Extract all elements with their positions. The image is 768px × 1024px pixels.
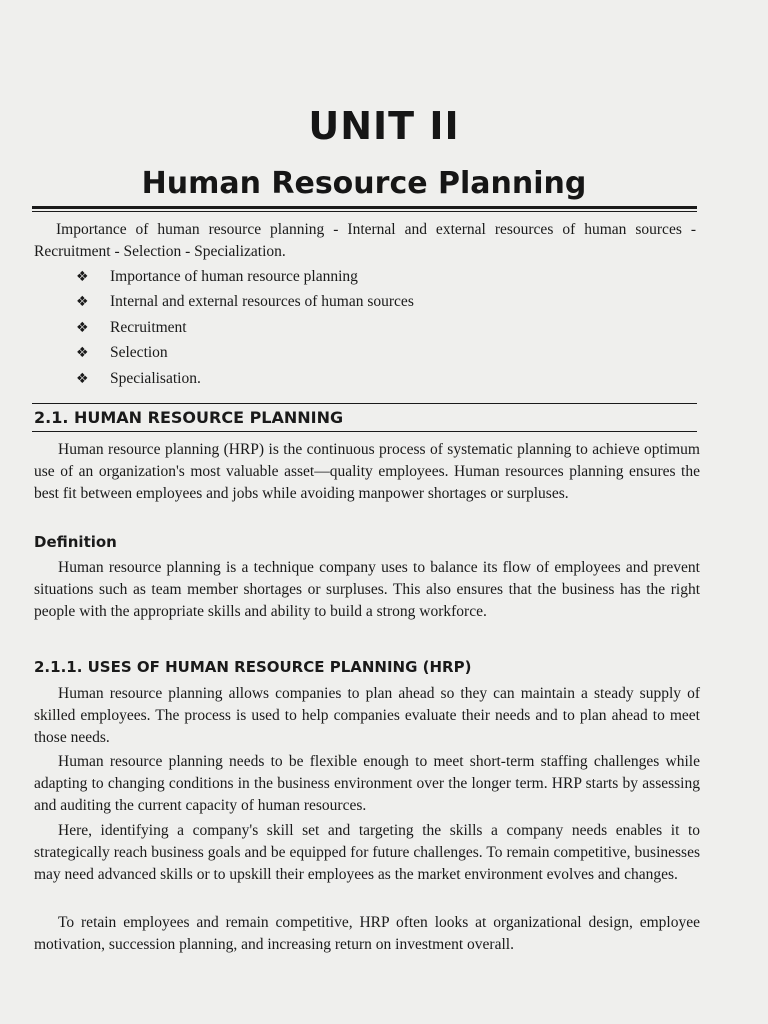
uses-paragraph: Here, identifying a company's skill set and targeting the skills a company needs enables it to strategically reach business goals and be equipped for future challenges. To remain competitive, businesses may need advanced skills or to upskill their employees as the market environment evolves and changes. [34, 822, 700, 883]
section-paragraph: Human resource planning (HRP) is the continuous process of systematic planning to achieve optimum use of an organization's most valuable asset—quality employees. Human resources planning ensures the best fit between employees and jobs while avoiding manpower shortages or surpluses. [34, 441, 700, 502]
topic-label: Recruitment [110, 318, 187, 336]
title-divider-thick [32, 206, 697, 209]
diamond-bullet-icon: ❖ [76, 319, 89, 336]
unit-title: UNIT II [308, 104, 460, 148]
list-item [76, 341, 414, 367]
subsection-heading: 2.1.1. USES OF HUMAN RESOURCE PLANNING (HRP) [34, 658, 472, 676]
diamond-bullet-icon: ❖ [76, 345, 89, 362]
section-divider-top [32, 403, 697, 404]
section-divider-bottom [32, 431, 697, 432]
topic-label: Internal and external resources of human sources [110, 293, 414, 311]
section-heading: 2.1. HUMAN RESOURCE PLANNING [34, 408, 344, 427]
uses-paragraph: Human resource planning allows companies to plan ahead so they can maintain a steady supply of skilled employees. The process is used to help companies evaluate their needs and to plan ahead to meet those needs. [34, 685, 700, 746]
diamond-bullet-icon: ❖ [76, 294, 89, 311]
unit-intro: Importance of human resource planning - Internal and external resources of human sources - Recruitment - Selection - Specialization. [34, 221, 696, 260]
diamond-bullet-icon: ❖ [76, 370, 89, 387]
list-item [76, 264, 414, 290]
chapter-title: Human Resource Planning [141, 166, 587, 201]
uses-paragraph: To retain employees and remain competitive, HRP often looks at organizational design, employee motivation, succession planning, and increasing return on investment overall. [34, 914, 700, 953]
list-item [76, 315, 414, 341]
definition-paragraph: Human resource planning is a technique company uses to balance its flow of employees and prevent situations such as team member shortages or surpluses. This also ensures that the business has the right people with the appropriate skills and ability to build a strong workforce. [34, 559, 700, 620]
uses-paragraph: Human resource planning needs to be flexible enough to meet short-term staffing challenges while adapting to changing conditions in the business environment over the longer term. HRP starts by assessing and auditing the current capacity of human resources. [34, 753, 700, 814]
definition-heading: Definition [34, 533, 117, 551]
topic-label: Selection [110, 344, 168, 362]
topic-label: Specialisation. [110, 369, 201, 387]
diamond-bullet-icon: ❖ [76, 268, 89, 285]
list-item [76, 366, 414, 392]
title-divider-thin [32, 211, 697, 212]
list-item [76, 290, 414, 316]
topic-list [76, 264, 414, 392]
topic-label: Importance of human resource planning [110, 267, 358, 285]
